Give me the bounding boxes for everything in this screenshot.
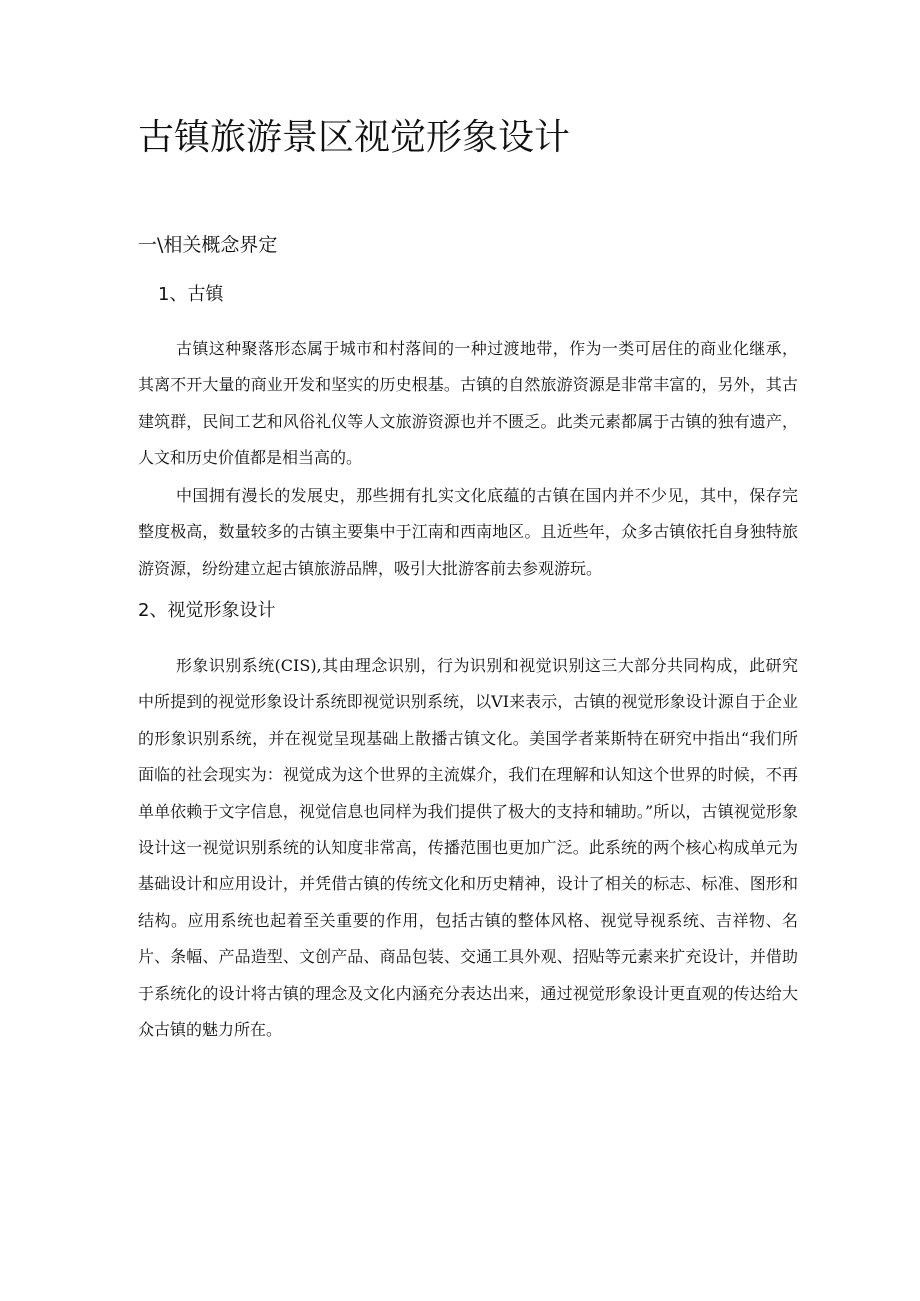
subsection-heading-ancient-town: 1、古镇 xyxy=(158,284,224,305)
section-heading-concepts: 一\相关概念界定 xyxy=(138,234,278,256)
paragraph-ancient-town-1: 古镇这种聚落形态属于城市和村落间的一种过渡地带，作为一类可居住的商业化继承，其离不开大量的商业开发和坚实的历史根基。古镇的自然旅游资源是非常丰富的，另外，其古建筑群，民间工艺和风俗礼仪等人文旅游资源也并不匮乏。此类元素都属于古镇的独有遗产，人文和历史价值都是相当高的。 xyxy=(138,339,798,468)
paragraph-visual-identity: 形象识别系统(CIS),其由理念识别，行为识别和视觉识别这三大部分共同构成，此研究中所提到的视觉形象设计系统即视觉识别系统，以VI来表示，古镇的视觉形象设计源自于企业的形象识别系统，并在视觉呈现基础上散播古镇文化。美国学者莱斯特在研究中指出“我们所面临的社会现实为：视觉成为这个世界的主流媒介，我们在理解和认知这个世界的时候，不再单单依赖于文字信息，视觉信息也同样为我们提供了极大的支持和辅助。”所以，古镇视觉形象设计这一视觉识别系统的认知度非常高，传播范围也更加广泛。此系统的两个核心构成单元为基础设计和应用设计，并凭借古镇的传统文化和历史精神，设计了相关的标志、标准、图形和结构。应用系统也起着至关重要的作用，包括古镇的整体风格、视觉导视系统、吉祥物、名片、条幅、产品造型、文创产品、商品包装、交通工具外观、招贴等元素来扩充设计，并借助于系统化的设计将古镇的理念及文化内涵充分表达出来，通过视觉形象设计更直观的传达给大众古镇的魅力所在。 xyxy=(138,656,798,1040)
subsection-heading-visual-identity: 2、视觉形象设计 xyxy=(138,600,276,621)
document-title: 古镇旅游景区视觉形象设计 xyxy=(138,117,571,158)
paragraph-ancient-town-2: 中国拥有漫长的发展史，那些拥有扎实文化底蕴的古镇在国内并不少见，其中，保存完整度极高，数量较多的古镇主要集中于江南和西南地区。且近些年，众多古镇依托自身独特旅游资源，纷纷建立起古镇旅游品牌，吸引大批游客前去参观游玩。 xyxy=(138,486,798,578)
